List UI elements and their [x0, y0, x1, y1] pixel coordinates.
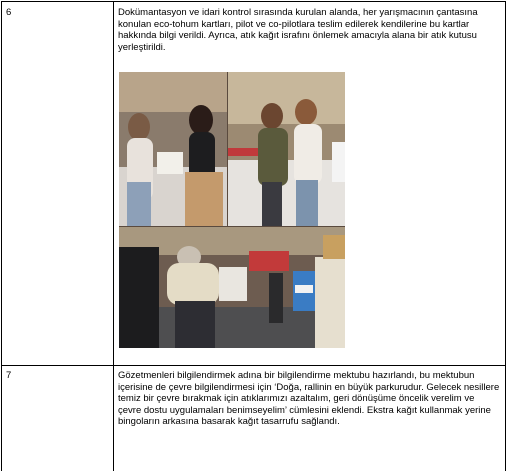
row-number: 6	[6, 7, 12, 18]
photo-eco-cards	[228, 72, 345, 226]
table-border-left	[1, 1, 2, 471]
row-number: 7	[6, 370, 12, 381]
photo-waste-box	[119, 227, 345, 348]
row-description: Dokümantasyon ve idari kontrol sırasında kurulan alanda, her yarışmacının çantasına konulan eco-tohum kartları, pilot ve co-pilotlara teslim edilerek kendilerine bu kartlar hakkında bilgi verildi. Ayrıca, atık kağıt israfını önlemek amacıyla alana bir atık kutusu yerleştirildi.	[118, 7, 478, 53]
photo-documentation-desk	[119, 72, 227, 226]
row-description: Gözetmenleri bilgilendirmek adına bir bilgilendirme mektubu hazırlandı, bu mektubun içerisine de çevre bilgilendirmesi için ‘Doğa, rallinin en büyük parkurudur. Gelecek nesillere temiz bir çevre bırakmak için atıklarımızı azaltalım, geri dönüşüme öncelik verelim ve çevre dostu uygulamaları benimseyelim’ cümlesini eklendi. Ekstra kağıt kullanmak yerine bingoların arkasına basarak kağıt tasarrufu sağlandı.	[118, 370, 500, 427]
row-divider	[1, 365, 506, 366]
column-divider	[113, 1, 114, 471]
event-photo-collage	[119, 72, 345, 348]
table-border-right	[505, 1, 506, 471]
table-border-top	[1, 1, 506, 2]
